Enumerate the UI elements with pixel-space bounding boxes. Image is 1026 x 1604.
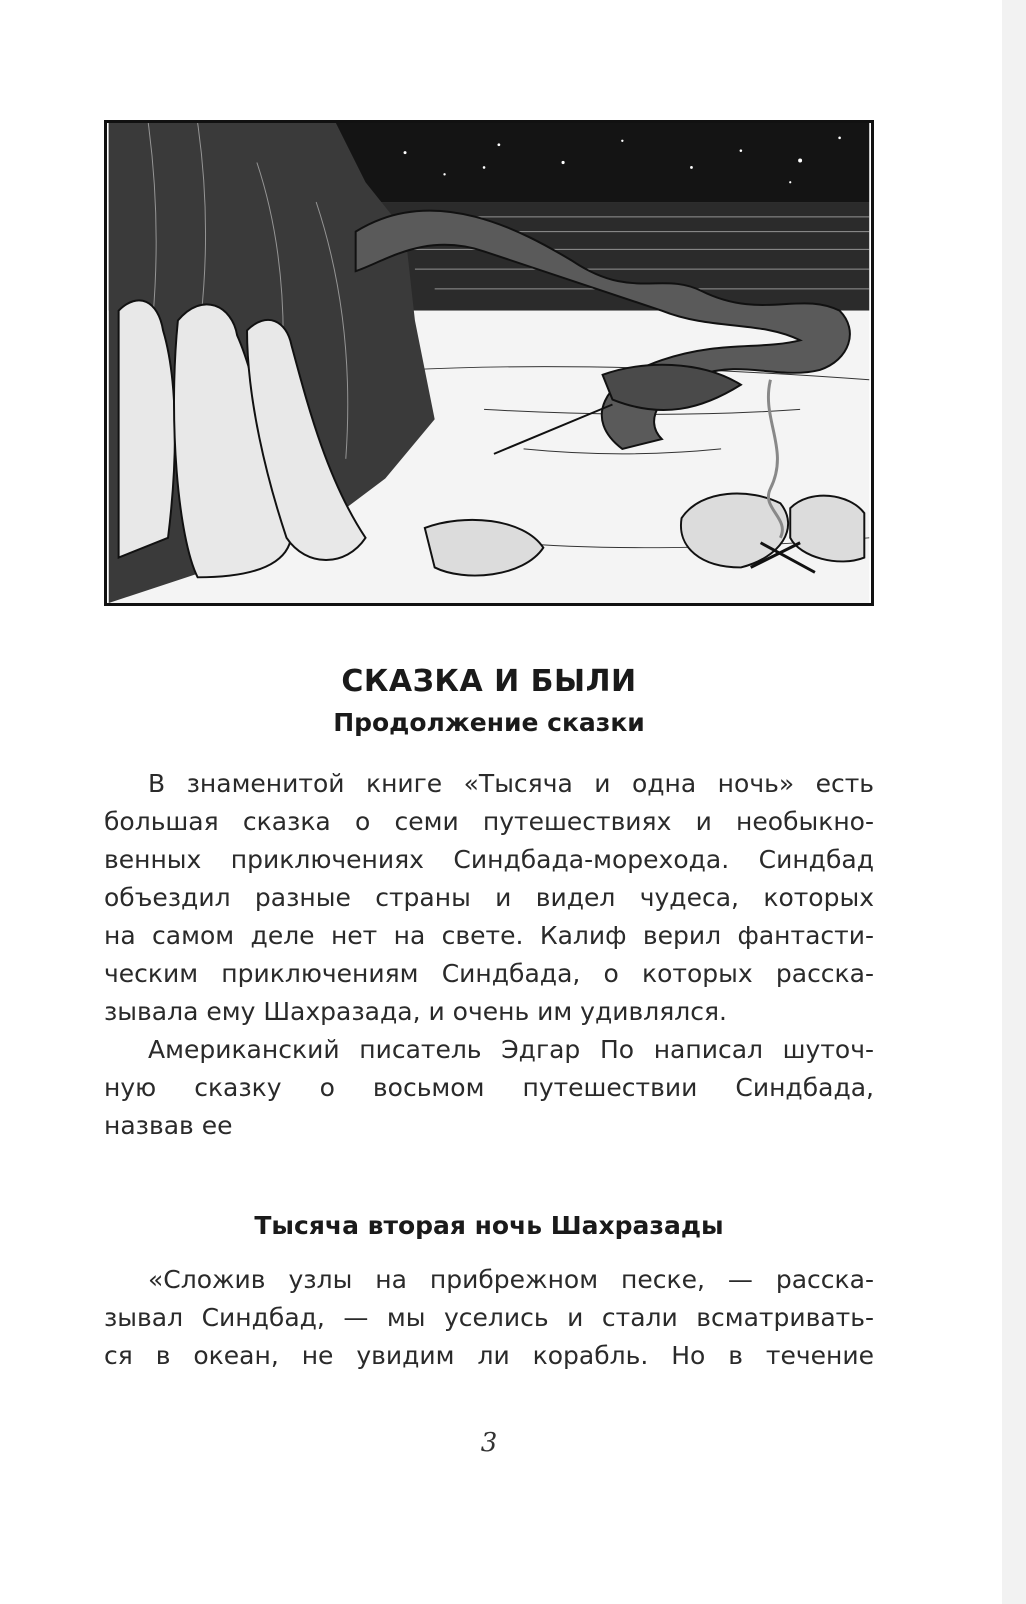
text-line: ную сказку о восьмом путешествии Синдбада, <box>104 1073 874 1102</box>
illustration-drawing <box>107 123 871 603</box>
text-line: большая сказка о семи путешествиях и необыкно- <box>104 807 874 836</box>
text-line: зывал Синдбад, — мы уселись и стали всматривать- <box>104 1303 874 1332</box>
chapter-title: СКАЗКА И БЫЛИ <box>341 664 637 699</box>
page-number: 3 <box>480 1428 498 1458</box>
text-line: ческим приключениям Синдбада, о которых расска- <box>104 959 874 988</box>
text-line: Американский писатель Эдгар По написал шуточ- <box>148 1035 874 1064</box>
section-title: Тысяча вторая ночь Шахразады <box>254 1211 724 1240</box>
text-line: объездил разные страны и видел чудеса, которых <box>104 883 874 912</box>
page-edge <box>1002 0 1026 1604</box>
chapter-subtitle: Продолжение сказки <box>333 708 645 737</box>
text-line: венных приключениях Синдбада-морехода. Синдбад <box>104 845 874 874</box>
sea-serpent-illustration <box>104 120 874 606</box>
text-line: «Сложив узлы на прибрежном песке, — расска- <box>148 1265 874 1294</box>
text-line: на самом деле нет на свете. Калиф верил фантасти- <box>104 921 874 950</box>
text-line: зывала ему Шахразада, и очень им удивлялся. <box>104 997 727 1026</box>
text-line: В знаменитой книге «Тысяча и одна ночь» есть <box>148 769 874 798</box>
text-line: назвав ее <box>104 1111 233 1140</box>
text-line: ся в океан, не увидим ли корабль. Но в течение <box>104 1341 874 1370</box>
